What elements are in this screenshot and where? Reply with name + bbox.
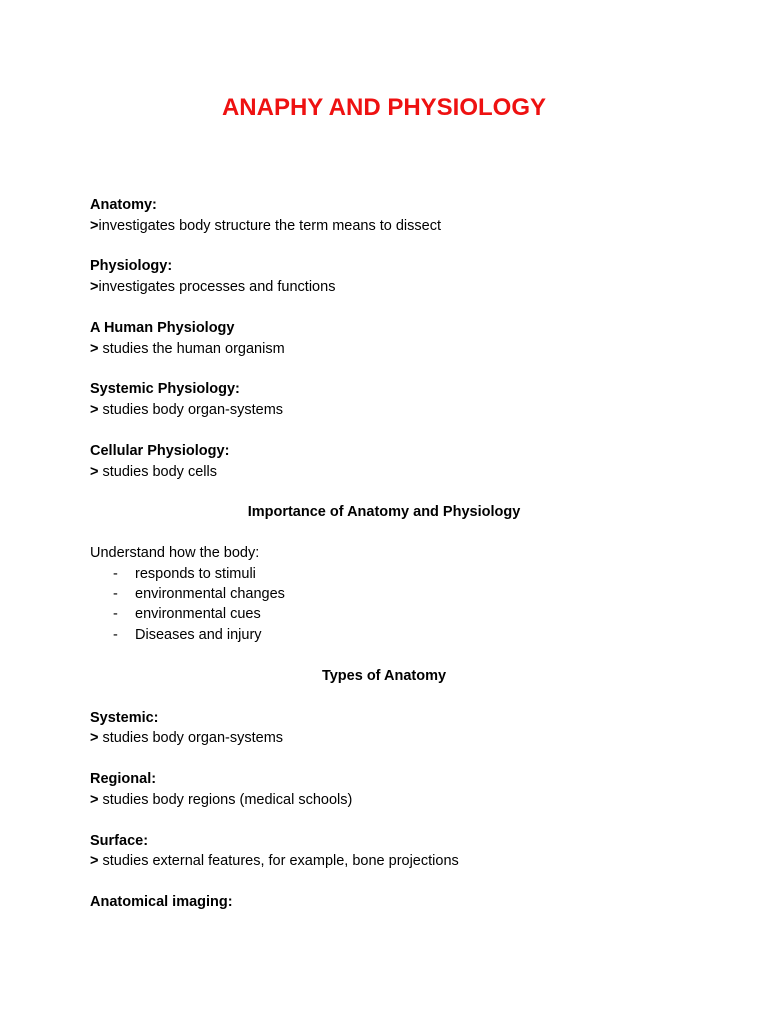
list-item: - environmental changes	[113, 586, 285, 602]
list-item: - Diseases and injury	[113, 627, 262, 643]
list-item: - environmental cues	[113, 606, 261, 622]
text-systemic: > studies body organ-systems	[90, 730, 284, 746]
text-human-physiology: > studies the human organism	[90, 341, 285, 357]
text-surface: > studies external features, for example, bone projections	[90, 853, 459, 869]
heading-physiology: Physiology:	[90, 258, 173, 274]
heading-regional: Regional:	[90, 771, 157, 787]
text-cellular-physiology: > studies body cells	[90, 464, 217, 480]
importance-heading: Importance of Anatomy and Physiology	[247, 504, 521, 520]
document-title: ANAPHY AND PHYSIOLOGY	[221, 94, 547, 121]
text-anatomy: >investigates body structure the term means to dissect	[90, 218, 441, 234]
heading-surface: Surface:	[90, 833, 149, 849]
text-regional: > studies body regions (medical schools)	[90, 792, 353, 808]
types-heading: Types of Anatomy	[321, 668, 447, 684]
heading-cellular-physiology: Cellular Physiology:	[90, 443, 230, 459]
list-item: - responds to stimuli	[113, 566, 256, 582]
heading-anatomy: Anatomy:	[90, 197, 157, 213]
heading-systemic: Systemic:	[90, 710, 159, 726]
heading-human-physiology: A Human Physiology	[90, 320, 235, 336]
heading-systemic-physiology: Systemic Physiology:	[90, 381, 240, 397]
text-systemic-physiology: > studies body organ-systems	[90, 402, 284, 418]
understand-intro: Understand how the body:	[90, 545, 260, 561]
heading-anatomical-imaging: Anatomical imaging:	[90, 894, 233, 910]
text-physiology: >investigates processes and functions	[90, 279, 336, 295]
